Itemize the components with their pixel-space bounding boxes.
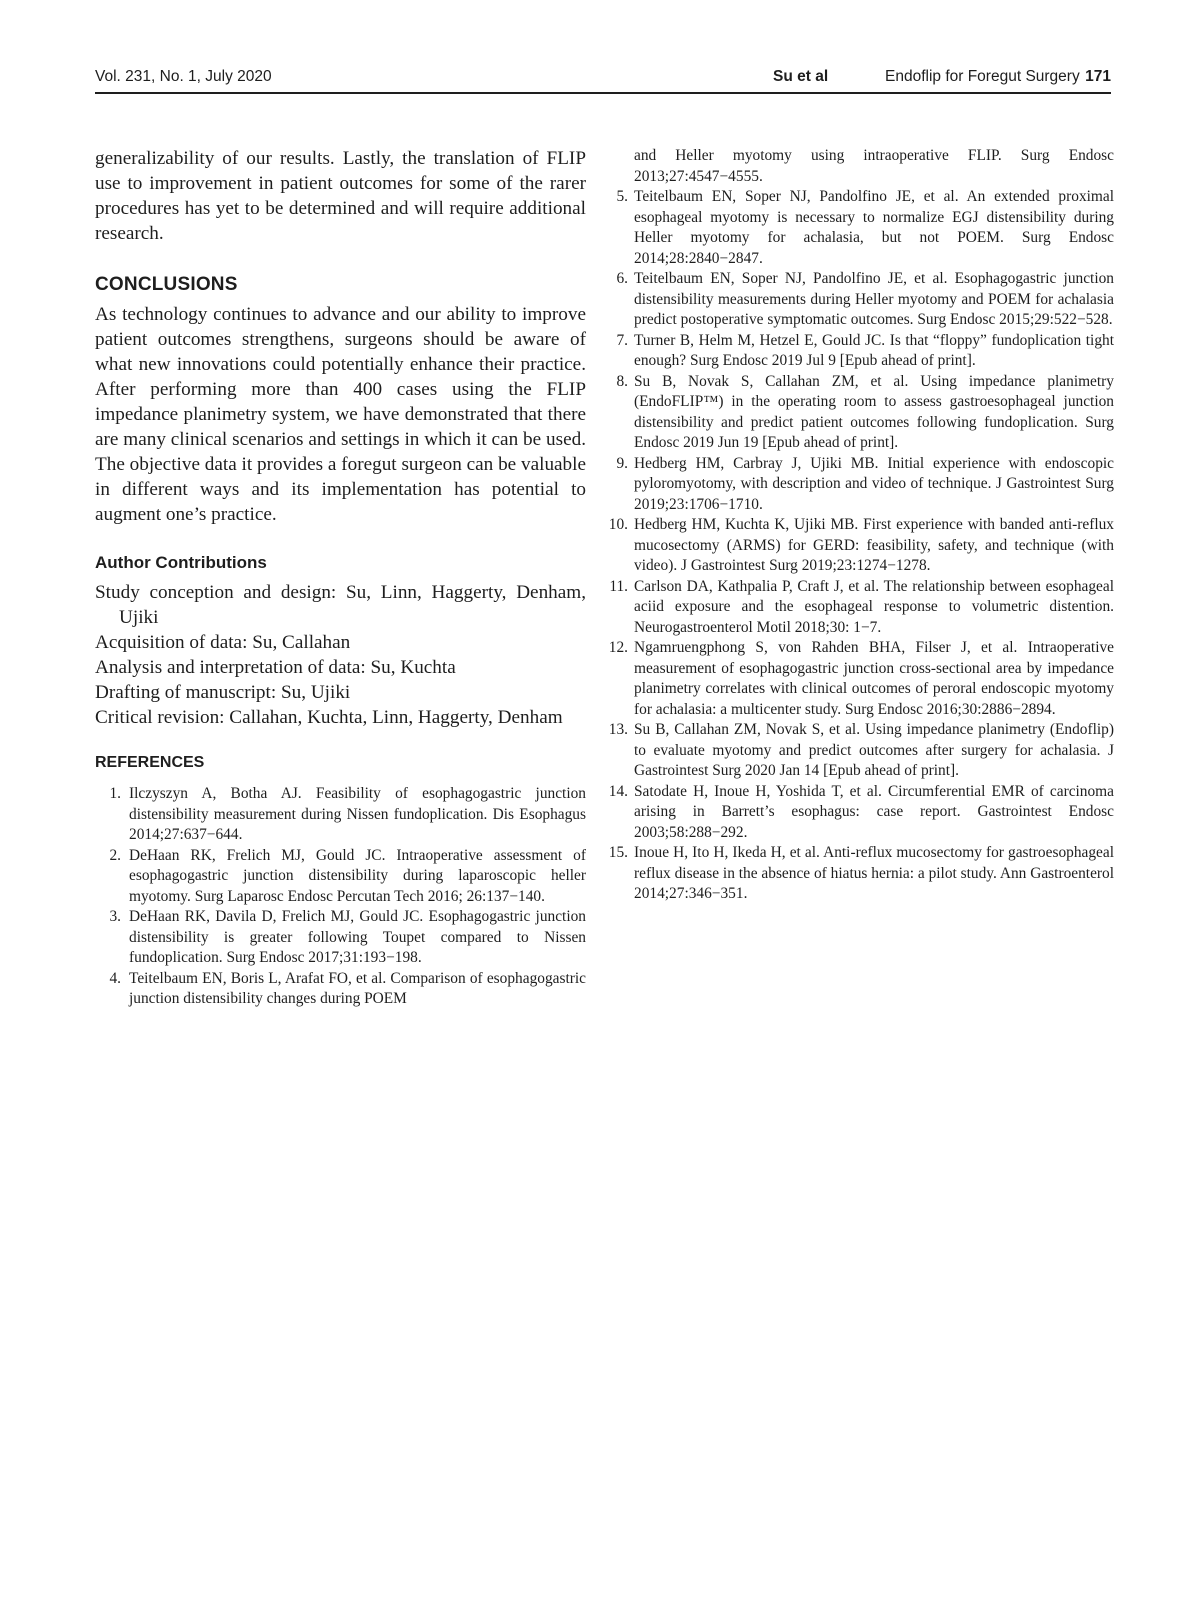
author-contributions-list [95, 580, 586, 730]
reference-text: Teitelbaum EN, Boris L, Arafat FO, et al. Comparison of esophagogastric junction distensibility changes during POEM [129, 969, 586, 1007]
reference-text: Ilczyszyn A, Botha AJ. Feasibility of esophagogastric junction distensibility measurement during Nissen fundoplication. Dis Esophagus 2014;27:637−644. [129, 785, 586, 843]
contribution-line: Drafting of manuscript: Su, Ujiki [95, 682, 351, 703]
reference-item [616, 331, 1114, 372]
references-list-right [608, 187, 1114, 905]
reference-number: 6. [616, 270, 628, 287]
reference-item [608, 638, 1114, 720]
reference-number: 3. [109, 908, 121, 925]
references-heading: REFERENCES [95, 754, 205, 771]
right-column [608, 146, 1114, 905]
reference-text: Su B, Callahan ZM, Novak S, et al. Using impedance planimetry (Endoflip) to evaluate myotomy and predict outcomes after surgery for achalasia. J Gastrointest Surg 2020 Jan 14 [Epub ahead of print]. [634, 721, 1114, 779]
reference-text: Carlson DA, Kathpalia P, Craft J, et al. The relationship between esophageal aciid exposure and the esophageal response to volumetric distention. Neurogastroenterol Motil 2018;30: 1−7. [634, 577, 1114, 636]
reference-item [95, 969, 586, 1010]
reference-item [95, 784, 586, 846]
reference-number: 13. [608, 721, 628, 738]
reference-text: Hedberg HM, Carbray J, Ujiki MB. Initial experience with endoscopic pyloromyotomy, with description and video of technique. J Gastrointest Surg 2019;23:1706−1710. [634, 454, 1114, 513]
reference-item [608, 843, 1114, 905]
reference-number: 14. [608, 782, 628, 800]
running-title: Endoflip for Foregut Surgery [885, 68, 1080, 85]
conclusions-heading: CONCLUSIONS [95, 274, 238, 295]
reference-item [616, 187, 1114, 269]
contribution-line: Analysis and interpretation of data: Su, Kuchta [95, 657, 456, 678]
left-column [95, 146, 586, 1010]
reference-text: Teitelbaum EN, Soper NJ, Pandolfino JE, et al. Esophagogastric junction distensibility measurements during Heller myotomy and POEM for achalasia predict postoperative symptomatic outcomes. Surg Endosc 2015;29:522−528. [634, 270, 1114, 328]
page-number: 171 [1085, 68, 1111, 85]
reference-number: 4. [109, 969, 121, 987]
contribution-line: Study conception and design: Su, Linn, Haggerty, Denham, Ujiki [95, 582, 586, 628]
reference-text: Su B, Novak S, Callahan ZM, et al. Using impedance planimetry (EndoFLIP™) in the operating room to assess gastroesophageal junction distensibility and predict patient outcomes following fundoplication. Surg Endosc 2019 Jun 19 [Epub ahead of print]. [634, 372, 1114, 451]
reference-number: 12. [608, 639, 628, 656]
reference-item [616, 454, 1114, 516]
reference-number: 2. [109, 846, 121, 864]
running-header [95, 66, 1111, 94]
reference-number: 5. [616, 188, 628, 205]
reference-number: 8. [616, 372, 628, 390]
contribution-line: Acquisition of data: Su, Callahan [95, 632, 351, 653]
reference-number: 7. [616, 331, 628, 349]
reference-item [609, 577, 1114, 639]
reference-item [95, 907, 586, 969]
references-list-left [95, 784, 586, 1010]
reference-item [608, 720, 1114, 782]
reference-number: 11. [609, 577, 628, 595]
running-authors: Su et al [773, 68, 829, 85]
contribution-line: Critical revision: Callahan, Kuchta, Linn, Haggerty, Denham [95, 707, 563, 728]
author-contributions-heading: Author Contributions [95, 553, 267, 572]
reference-item [95, 846, 586, 908]
journal-volume: Vol. 231, No. 1, July 2020 [95, 68, 272, 85]
reference-text: Inoue H, Ito H, Ikeda H, et al. Anti-reflux mucosectomy for gastroesophageal reflux disease in the absence of hiatus hernia: a pilot study. Ann Gastroenterol 2014;27:346−351. [634, 844, 1114, 902]
reference-item [608, 782, 1114, 844]
reference-text: DeHaan RK, Davila D, Frelich MJ, Gould JC. Esophagogastric junction distensibility is greater following Toupet compared to Nissen fundoplication. Surg Endosc 2017;31:193−198. [129, 908, 586, 966]
reference-text: Satodate H, Inoue H, Yoshida T, et al. Circumferential EMR of carcinoma arising in Barrett’s esophagus: case report. Gastrointest Endosc 2003;58:288−292. [634, 782, 1114, 841]
reference-item [608, 515, 1114, 577]
reference-text: Hedberg HM, Kuchta K, Ujiki MB. First experience with banded anti-reflux mucosectomy (ARMS) for GERD: feasibility, safety, and technique (with video). J Gastrointest Surg 2019;23:1274−1278. [634, 516, 1114, 574]
reference-item [616, 269, 1114, 331]
reference-text: Teitelbaum EN, Soper NJ, Pandolfino JE, et al. An extended proximal esophageal myotomy is necessary to normalize EGJ distensibility during Heller myotomy for achalasia, but not POEM. Surg Endosc 2014;28:2840−2847. [634, 188, 1114, 267]
reference-text: Ngamruengphong S, von Rahden BHA, Filser J, et al. Intraoperative measurement of esophagogastric junction cross-sectional area by impedance planimetry correlates with clinical outcomes of peroral endoscopic myotomy for achalasia: a multicenter study. Surg Endosc 2016;30:2886−2894. [634, 639, 1114, 718]
reference-text: DeHaan RK, Frelich MJ, Gould JC. Intraoperative assessment of esophagogastric junction distensibility during laparoscopic heller myotomy. Surg Laparosc Endosc Percutan Tech 2016; 26:137−140. [129, 846, 586, 905]
reference-text: Turner B, Helm M, Hetzel E, Gould JC. Is that “floppy” fundoplication tight enough? Surg Endosc 2019 Jul 9 [Epub ahead of print]. [634, 331, 1114, 369]
reference-number: 1. [109, 785, 121, 802]
conclusions-paragraph: As technology continues to advance and our ability to improve patient outcomes strengthens, surgeons should be aware of what new innovations could potentially enhance their practice. After performing more than 400 cases using the FLIP impedance planimetry system, we have demonstrated that there are many clinical scenarios and settings in which it can be used. The objective data it provides a foregut surgeon can be valuable in different ways and its implementation has potential to augment one’s practice. [95, 304, 586, 525]
intro-paragraph: generalizability of our results. Lastly, the translation of FLIP use to improvement in patient outcomes for some of the rarer procedures has yet to be determined and will require additional research. [95, 148, 586, 244]
reference-number: 15. [608, 844, 628, 861]
reference-continuation: and Heller myotomy using intraoperative FLIP. Surg Endosc 2013;27:4547−4555. [634, 147, 1114, 185]
reference-item [616, 372, 1114, 454]
reference-number: 10. [608, 516, 628, 533]
reference-number: 9. [616, 454, 628, 472]
